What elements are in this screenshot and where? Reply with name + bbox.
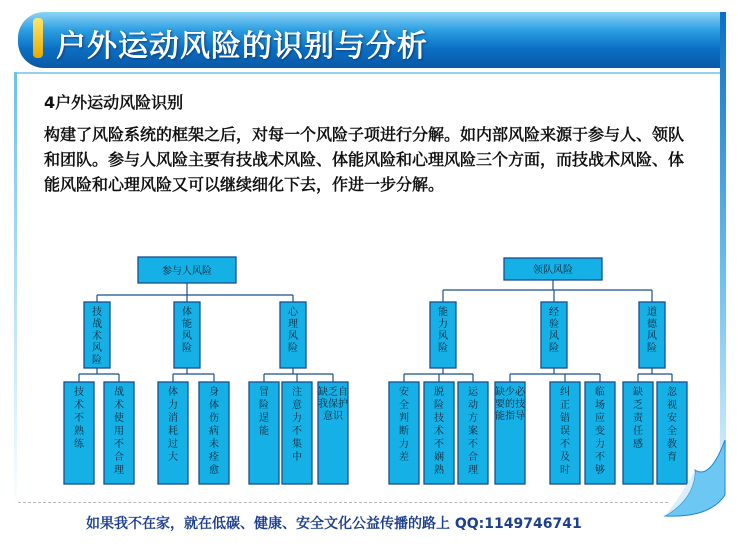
category-node-label: 道德风险 (647, 307, 657, 354)
leaf-node-label: 脱险技术不娴熟 (434, 387, 444, 476)
slide-title: 户外运动风险的识别与分析 (56, 29, 428, 64)
category-node-label: 技战术风险 (92, 307, 102, 366)
leaf-node-label: 缺少必要的技能指导 (495, 387, 525, 422)
category-node-label: 能力风险 (438, 307, 448, 354)
leaf-node-label: 缺乏自我保护意识 (318, 387, 348, 422)
root-node-label: 领队风险 (533, 265, 573, 276)
leaf-node-label: 缺乏责任感 (633, 387, 643, 450)
footer-divider (18, 502, 668, 503)
leaf-node-label: 身体伤病未痊愈 (209, 387, 219, 476)
leaf-node-label: 忽视安全教育 (667, 387, 677, 463)
intro-paragraph: 构建了风险系统的框架之后，对每一个风险子项进行分解。如内部风险来源于参与人、领队和团队。参与人风险主要有技战术风险、体能风险和心理风险三个方面，而技战术风险、体能风险和心理风险又可以继续细化下去，作进一步分解。 (44, 125, 685, 194)
leaf-node-label: 战术使用不合理 (114, 387, 124, 476)
leaf-node-label: 体力消耗过大 (168, 387, 178, 463)
leaf-node-label: 安全判断力差 (399, 387, 409, 463)
leaf-node-label: 技术不熟练 (74, 387, 84, 450)
category-node-label: 体能风险 (182, 307, 192, 354)
root-node-label: 参与人风险 (162, 266, 212, 277)
category-node-label: 经验风险 (549, 307, 559, 354)
leaf-node-label: 注意力不集中 (292, 387, 302, 463)
leaf-node-label: 临场应变力不够 (595, 387, 605, 476)
category-node-label: 心理风险 (288, 307, 298, 354)
leaf-node-label: 纠正错误不及时 (560, 387, 570, 476)
page-curl-decoration (655, 440, 730, 520)
leaf-node-label: 运动方案不合理 (468, 387, 478, 476)
footer-text: 如果我不在家，就在低碳、健康、安全文化公益传播的路上 QQ:1149746741 (86, 516, 582, 532)
section-heading: 4户外运动风险识别 (44, 93, 184, 112)
leaf-node-label: 冒险逞能 (259, 387, 269, 437)
